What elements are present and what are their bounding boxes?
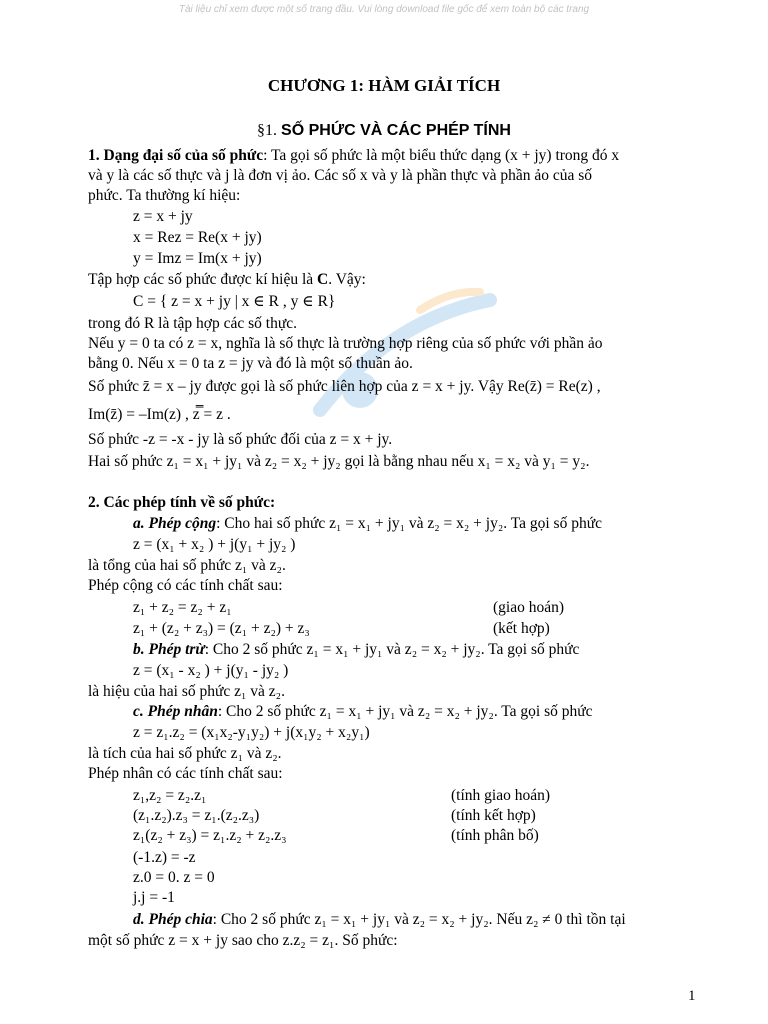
mult-prop-3-formula: z₁(z₂ + z₃) = z₁.z₂ + z₂.z₃ xyxy=(133,827,287,844)
formula-im: y = Imz = Im(x + jy) xyxy=(133,250,262,267)
division-line xyxy=(133,910,626,930)
subtraction-diff-text: là hiệu của hai số phức z₁ và z₂. xyxy=(88,683,285,700)
subtraction-line xyxy=(133,640,579,660)
s1-text-4c: . Vậy: xyxy=(328,271,366,288)
division-line-2: một số phức z = x + jy sao cho z.z₂ = z₁. Số phức: xyxy=(88,932,398,949)
s1-line-10: Số phức -z = -x - jy là số phức đối của z = x + jy. xyxy=(88,431,393,448)
s2-heading: 2. Các phép tính về số phức: xyxy=(88,494,276,511)
set-symbol-c: C xyxy=(317,271,329,288)
addition-sum-text: là tổng của hai số phức z₁ và z₂. xyxy=(88,557,286,574)
addition-props-text: Phép cộng có các tính chất sau: xyxy=(88,577,283,594)
multiplication-line xyxy=(133,702,593,722)
mult-prop-5: z.0 = 0. z = 0 xyxy=(133,869,215,886)
multiplication-formula: z = z₁.z₂ = (x₁x₂-y₁y₂) + j(x₁y₂ + x₂y₁) xyxy=(133,724,370,741)
s1-line-1 xyxy=(88,146,619,166)
mult-prop-2-formula: (z₁.z₂).z₃ = z₁.(z₂.z₃) xyxy=(133,807,260,824)
addition-formula: z = (x₁ + x₂ ) + j(y₁ + jy₂ ) xyxy=(133,536,296,553)
division-text: : Cho 2 số phức z₁ = x₁ + jy₁ và z₂ = x₂ + jy₂. Nếu z₂ ≠ 0 thì tồn tại xyxy=(212,911,626,928)
s1-line-7: bằng 0. Nếu x = 0 ta z = jy và đó là một số thuần ảo. xyxy=(88,355,413,372)
section-heading: SỐ PHỨC VÀ CÁC PHÉP TÍNH xyxy=(281,122,511,139)
addition-prop-1-formula: z₁ + z₂ = z₂ + z₁ xyxy=(133,599,232,616)
multiplication-props-text: Phép nhân có các tính chất sau: xyxy=(88,765,283,782)
multiplication-text: : Cho 2 số phức z₁ = x₁ + jy₁ và z₂ = x₂ + jy₂. Ta gọi số phức xyxy=(217,703,593,720)
addition-line xyxy=(133,514,602,534)
mult-prop-1 xyxy=(133,786,551,806)
s1-line-5: trong đó R là tập hợp các số thực. xyxy=(88,315,298,332)
chapter-title: CHƯƠNG 1: HÀM GIẢI TÍCH xyxy=(267,76,501,95)
addition-prop-2-formula: z₁ + (z₂ + z₃) = (z₁ + z₂) + z₃ xyxy=(133,620,310,637)
s1-line-9: Im(z̄) = –Im(z) , z̿ = z . xyxy=(88,406,231,423)
page-number: 1 xyxy=(688,988,696,1004)
addition-prop-2 xyxy=(133,619,550,639)
mult-prop-3-note: (tính phân bố) xyxy=(451,827,539,844)
s1-line-11: Hai số phức z₁ = x₁ + jy₁ và z₂ = x₂ + jy₂ gọi là bằng nhau nếu x₁ = x₂ và y₁ = y₂. xyxy=(88,453,590,470)
addition-text: : Cho hai số phức z₁ = x₁ + jy₁ và z₂ = x₂ + jy₂. Ta gọi số phức xyxy=(216,515,602,532)
s1-text-1: : Ta gọi số phức là một biểu thức dạng (x + jy) trong đó x xyxy=(263,147,620,164)
formula-set: C = { z = x + jy | x ∈ R , y ∈ R} xyxy=(133,293,336,310)
mult-prop-2 xyxy=(133,806,536,826)
section-prefix: §1. xyxy=(257,122,282,139)
mult-prop-4: (-1.z) = -z xyxy=(133,849,196,866)
addition-prop-1-note: (giao hoán) xyxy=(493,599,565,616)
addition-heading: a. Phép cộng xyxy=(133,515,217,532)
subtraction-formula: z = (x₁ - x₂ ) + j(y₁ - jy₂ ) xyxy=(133,662,289,679)
mult-prop-1-note: (tính giao hoán) xyxy=(451,787,551,804)
multiplication-heading: c. Phép nhân xyxy=(133,703,218,720)
mult-prop-3 xyxy=(133,826,539,846)
mult-prop-6: j.j = -1 xyxy=(133,889,175,906)
formula-z: z = x + jy xyxy=(133,208,193,225)
s1-line-4 xyxy=(88,270,366,290)
s1-line-8: Số phức z̄ = x – jy được gọi là số phức liên hợp của z = x + jy. Vậy Re(z̄) = Re(z) , xyxy=(88,378,601,395)
addition-prop-2-note: (kết hợp) xyxy=(493,620,550,637)
s1-heading: 1. Dạng đại số của số phức xyxy=(88,147,264,164)
multiplication-product-text: là tích của hai số phức z₁ và z₂. xyxy=(88,745,282,762)
mult-prop-2-note: (tính kết hợp) xyxy=(451,807,536,824)
mult-prop-1-formula: z₁,z₂ = z₂.z₁ xyxy=(133,787,207,804)
subtraction-heading: b. Phép trừ xyxy=(133,641,205,658)
addition-prop-1 xyxy=(133,598,565,618)
watermark-banner: Tài liệu chỉ xem được một số trang đầu. Vui lòng download file gốc để xem toàn bộ các trang xyxy=(178,4,590,15)
s1-line-3: phức. Ta thường kí hiệu: xyxy=(88,187,241,204)
division-heading: d. Phép chia xyxy=(133,911,213,928)
s1-text-4a: Tập hợp các số phức được kí hiệu là xyxy=(88,271,318,288)
subtraction-text: : Cho 2 số phức z₁ = x₁ + jy₁ và z₂ = x₂ + jy₂. Ta gọi số phức xyxy=(204,641,580,658)
s1-line-2: và y là các số thực và j là đơn vị ảo. Các số x và y là phần thực và phần ảo của số xyxy=(88,167,593,184)
s1-line-6: Nếu y = 0 ta có z = x, nghĩa là số thực là trường hợp riêng của số phức với phần ảo xyxy=(88,335,603,352)
formula-re: x = Rez = Re(x + jy) xyxy=(133,229,262,246)
section-title xyxy=(0,122,768,140)
